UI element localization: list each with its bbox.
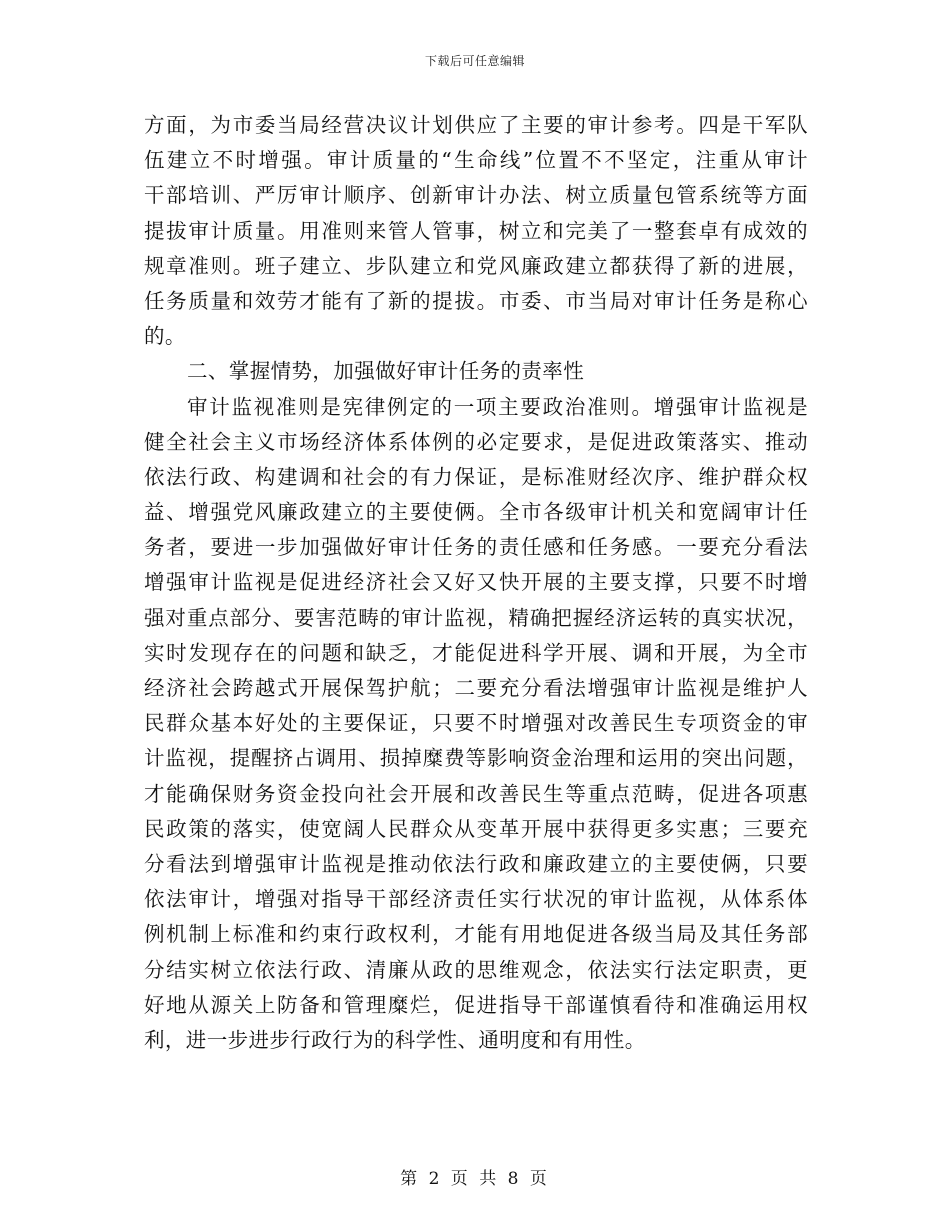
- text-line: 实时发现存在的问题和缺乏，才能促进科学开展、调和开展，为全市: [144, 640, 808, 665]
- text-line: 增强审计监视是促进经济社会又好又快开展的主要支撑，只要不时增: [144, 570, 808, 595]
- text-line: 经济社会跨越式开展保驾护航；二要充分看法增强审计监视是维护人: [144, 676, 808, 700]
- text-line: 强对重点部分、要害范畴的审计监视，精确把握经济运转的真实状况，: [144, 605, 808, 630]
- text-line: 分看法到增强审计监视是推动依法行政和廉政建立的主要使俩，只要: [144, 851, 808, 876]
- document-body: [144, 108, 808, 1058]
- text-line: 干部培训、严厉审计顺序、创新审计办法、树立质量包管系统等方面: [144, 183, 808, 208]
- text-line: 利，进一步进步行政行为的科学性、通明度和有用性。: [144, 1027, 646, 1052]
- text-line: 务者，要进一步加强做好审计任务的责任感和任务感。一要充分看法: [144, 535, 808, 560]
- text-line: 民政策的落实，使宽阔人民群众从变革开展中获得更多实惠；三要充: [144, 816, 808, 841]
- text-line: 方面，为市委当局经营决议计划供应了主要的审计参考。四是干军队: [144, 113, 808, 137]
- text-line: 伍建立不时增强。审计质量的“生命线”位置不不坚定，注重从审计: [144, 148, 808, 173]
- text-line: 益、增强党风廉政建立的主要使俩。全市各级审计机关和宽阔审计任: [144, 500, 808, 525]
- text-line: 审计监视准则是宪律例定的一项主要政治准则。增强审计监视是: [187, 394, 808, 419]
- text-line: 健全社会主义市场经济体系体例的必定要求，是促进政策落实、推动: [144, 429, 808, 454]
- text-line: 二、掌握情势，加强做好审计任务的责率性: [187, 359, 585, 384]
- text-line: 计监视，提醒挤占调用、损掉糜费等影响资金治理和运用的突出问题，: [144, 746, 808, 771]
- text-line: 好地从源关上防备和管理糜烂，促进指导干部谨慎看待和准确运用权: [144, 992, 808, 1017]
- text-line: 的。: [144, 324, 186, 349]
- text-line: 依法审计，增强对指导干部经济责任实行状况的审计监视，从体系体: [144, 887, 808, 912]
- page-footer-page-number: 第 2 页 共 8 页: [400, 1169, 550, 1189]
- text-line: 例机制上标准和约束行政权利，才能有用地促进各级当局及其任务部: [144, 922, 808, 947]
- text-line: 才能确保财务资金投向社会开展和改善民生等重点范畴，促进各项惠: [144, 781, 808, 806]
- text-line: 分结实树立依法行政、清廉从政的思维观念，依法实行法定职责，更: [144, 957, 808, 982]
- text-line: 依法行政、构建调和社会的有力保证，是标准财经次序、维护群众权: [144, 464, 808, 489]
- text-line: 任务质量和效劳才能有了新的提拔。市委、市当局对审计任务是称心: [144, 288, 808, 313]
- text-line: 提拔审计质量。用准则来管人管事，树立和完美了一整套卓有成效的: [144, 218, 808, 243]
- text-line: 规章准则。班子建立、步队建立和党风廉政建立都获得了新的进展，: [144, 253, 808, 278]
- text-line: 民群众基本好处的主要保证，只要不时增强对改善民生专项资金的审: [144, 711, 808, 736]
- page-header: 下载后可任意编辑: [424, 54, 525, 68]
